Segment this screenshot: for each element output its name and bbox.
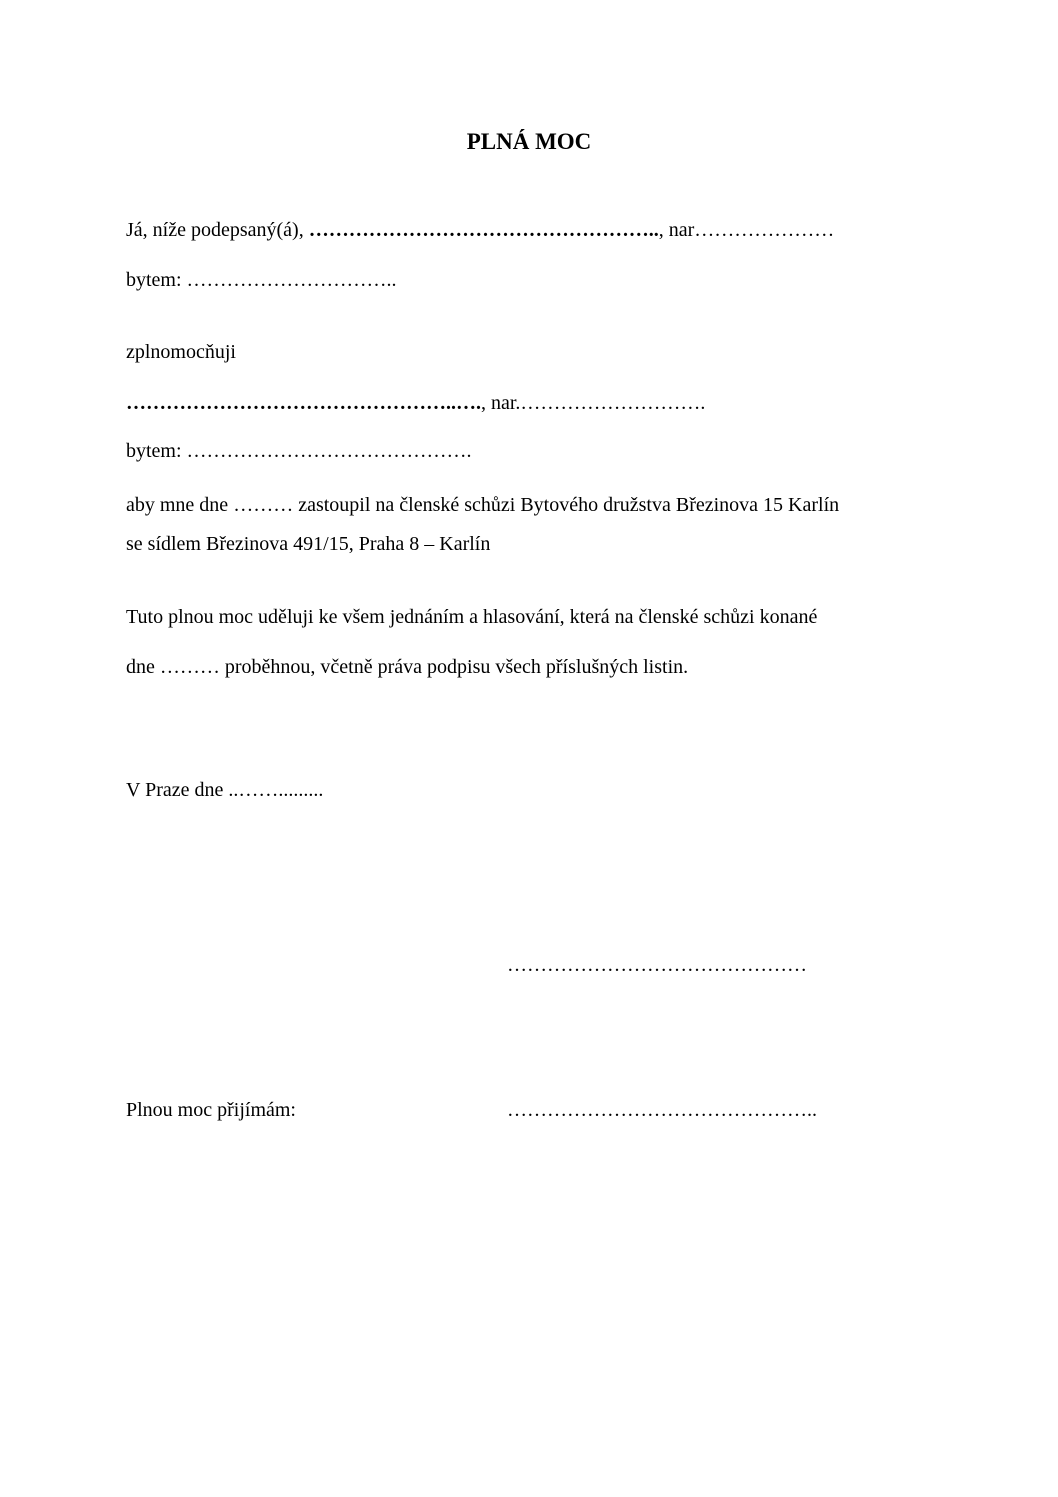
attorney-name-field: …………………………………………..….: [126, 392, 481, 414]
grantor-prefix: Já, níže podepsaný(á),: [126, 219, 309, 241]
acceptance-label: Plnou moc přijímám:: [126, 1099, 296, 1121]
scope-line-2: dne ……… proběhnou, včetně práva podpisu všech příslušných listin.: [126, 656, 689, 678]
grantor-address-field: bytem: …………………………..: [126, 269, 397, 291]
grantor-signature-line: ………………………………………: [507, 954, 807, 976]
grantor-name-field: ……………………………………………..: [308, 219, 659, 241]
attorney-signature-line: ………………………………………..: [507, 1099, 817, 1121]
attorney-address-field: bytem: …………………………………….: [126, 440, 472, 462]
place-date: V Praze dne ..…….........: [126, 779, 324, 801]
attorney-line: [126, 391, 705, 415]
grantor-birth-field: , nar…………………: [658, 219, 835, 241]
document-title: PLNÁ MOC: [466, 129, 592, 154]
authorize-label: zplnomocňuji: [126, 341, 236, 363]
scope-line-1: Tuto plnou moc uděluji ke všem jednáním a hlasování, která na členské schůzi konané: [126, 606, 818, 628]
purpose-line-1: aby mne dne ……… zastoupil na členské schůzi Bytového družstva Březinova 15 Karlín: [126, 494, 840, 516]
grantor-line: [126, 218, 834, 242]
purpose-line-2: se sídlem Březinova 491/15, Praha 8 – Karlín: [126, 533, 491, 555]
attorney-birth-field: , nar.……………………….: [481, 392, 706, 414]
